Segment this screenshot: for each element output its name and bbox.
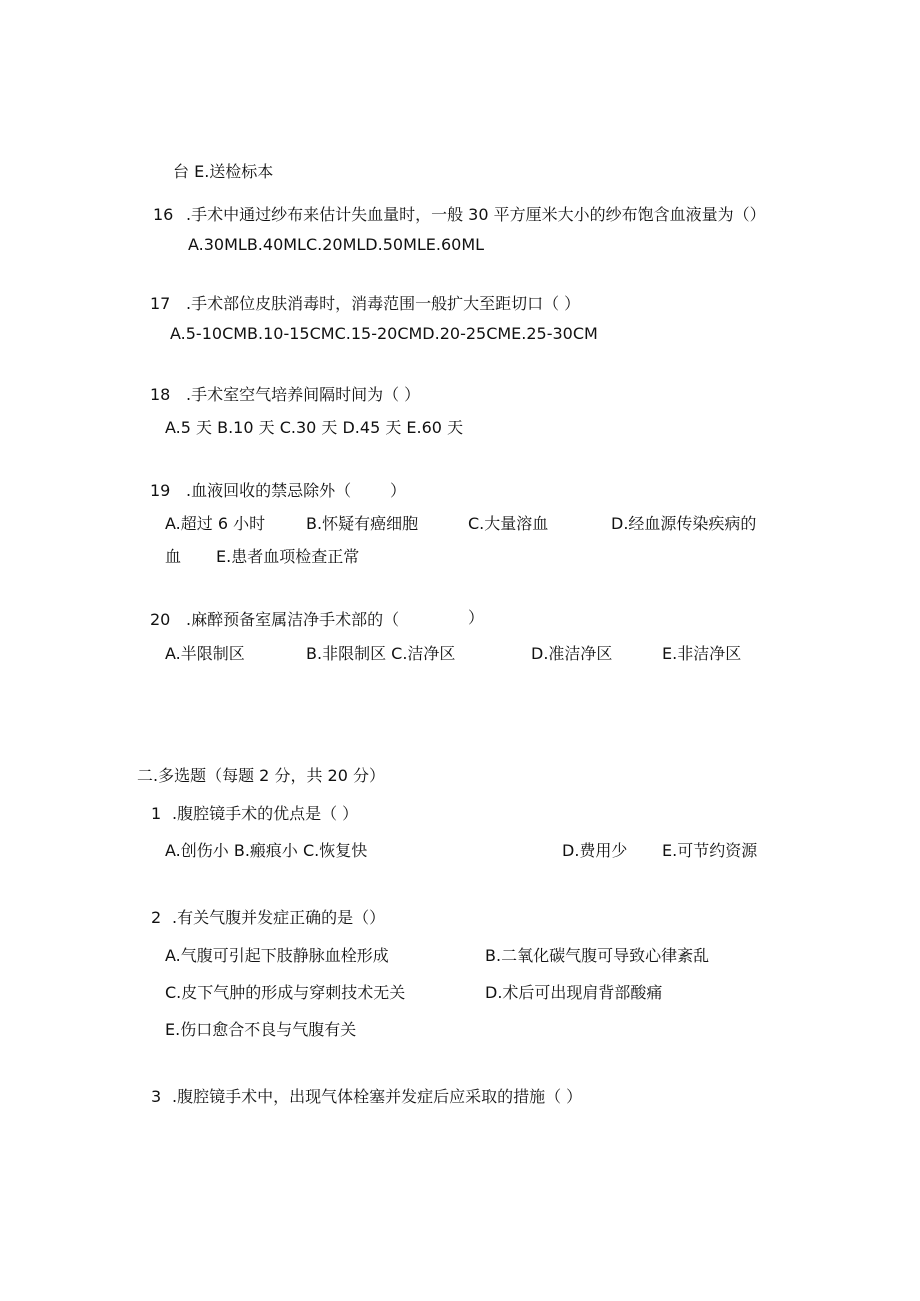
m2-option-c: C.皮下气肿的形成与穿刺技术无关 xyxy=(165,983,406,1002)
q19-option-e: E.患者血项检查正常 xyxy=(216,547,360,566)
m3-number: 3 xyxy=(151,1087,162,1106)
m2-stem: .有关气腹并发症正确的是（） xyxy=(172,908,386,927)
q20-option-bc: B.非限制区 C.洁净区 xyxy=(306,644,456,663)
q17-options: A.5-10CMB.10-15CMC.15-20CMD.20-25CME.25-30CM xyxy=(170,324,598,343)
q19-option-c: C.大量溶血 xyxy=(468,514,549,533)
m1-option-d: D.费用少 xyxy=(562,841,628,860)
section-heading: 二.多选题（每题 2 分，共 20 分） xyxy=(137,766,385,785)
q20-option-a: A.半限制区 xyxy=(165,644,245,663)
q19-close-paren: ） xyxy=(390,481,407,500)
q19-option-d-cont: 血 xyxy=(165,547,182,566)
m2-option-e: E.伤口愈合不良与气腹有关 xyxy=(165,1020,357,1039)
q17-stem: .手术部位皮肤消毒时，消毒范围一般扩大至距切口（ ） xyxy=(186,294,581,313)
m2-number: 2 xyxy=(151,908,162,927)
q18-number: 18 xyxy=(150,385,171,404)
m3-stem: .腹腔镜手术中，出现气体栓塞并发症后应采取的措施（ ） xyxy=(172,1087,583,1106)
q16-number: 16 xyxy=(153,205,174,224)
q20-option-d: D.准洁净区 xyxy=(531,644,613,663)
q20-stem: .麻醉预备室属洁净手术部的（ xyxy=(186,610,400,629)
m2-option-b: B.二氧化碳气腹可导致心律紊乱 xyxy=(485,946,710,965)
q19-option-d: D.经血源传染疾病的 xyxy=(611,514,757,533)
m2-option-a: A.气腹可引起下肢静脉血栓形成 xyxy=(165,946,389,965)
m1-number: 1 xyxy=(151,804,162,823)
q18-options: A.5 天 B.10 天 C.30 天 D.45 天 E.60 天 xyxy=(165,418,464,437)
q20-close-paren: ） xyxy=(468,608,485,627)
q19-number: 19 xyxy=(150,481,171,500)
q20-option-e: E.非洁净区 xyxy=(662,644,742,663)
q19-option-b: B.怀疑有癌细胞 xyxy=(306,514,419,533)
q19-option-a: A.超过 6 小时 xyxy=(165,514,266,533)
m1-option-e: E.可节约资源 xyxy=(662,841,758,860)
q18-stem: .手术室空气培养间隔时间为（ ） xyxy=(186,385,421,404)
carryover-options: 台 E.送检标本 xyxy=(173,162,274,181)
q16-options: A.30MLB.40MLC.20MLD.50MLE.60ML xyxy=(188,235,485,254)
m1-options-abc: A.创伤小 B.瘢痕小 C.恢复快 xyxy=(165,841,368,860)
q20-number: 20 xyxy=(150,610,171,629)
q16-stem: .手术中通过纱布来估计失血量时，一般 30 平方厘米大小的纱布饱含血液量为（） xyxy=(186,205,766,224)
q17-number: 17 xyxy=(150,294,171,313)
q19-stem: .血液回收的禁忌除外（ xyxy=(186,481,352,500)
m2-option-d: D.术后可出现肩背部酸痛 xyxy=(485,983,663,1002)
m1-stem: .腹腔镜手术的优点是（ ） xyxy=(172,804,359,823)
